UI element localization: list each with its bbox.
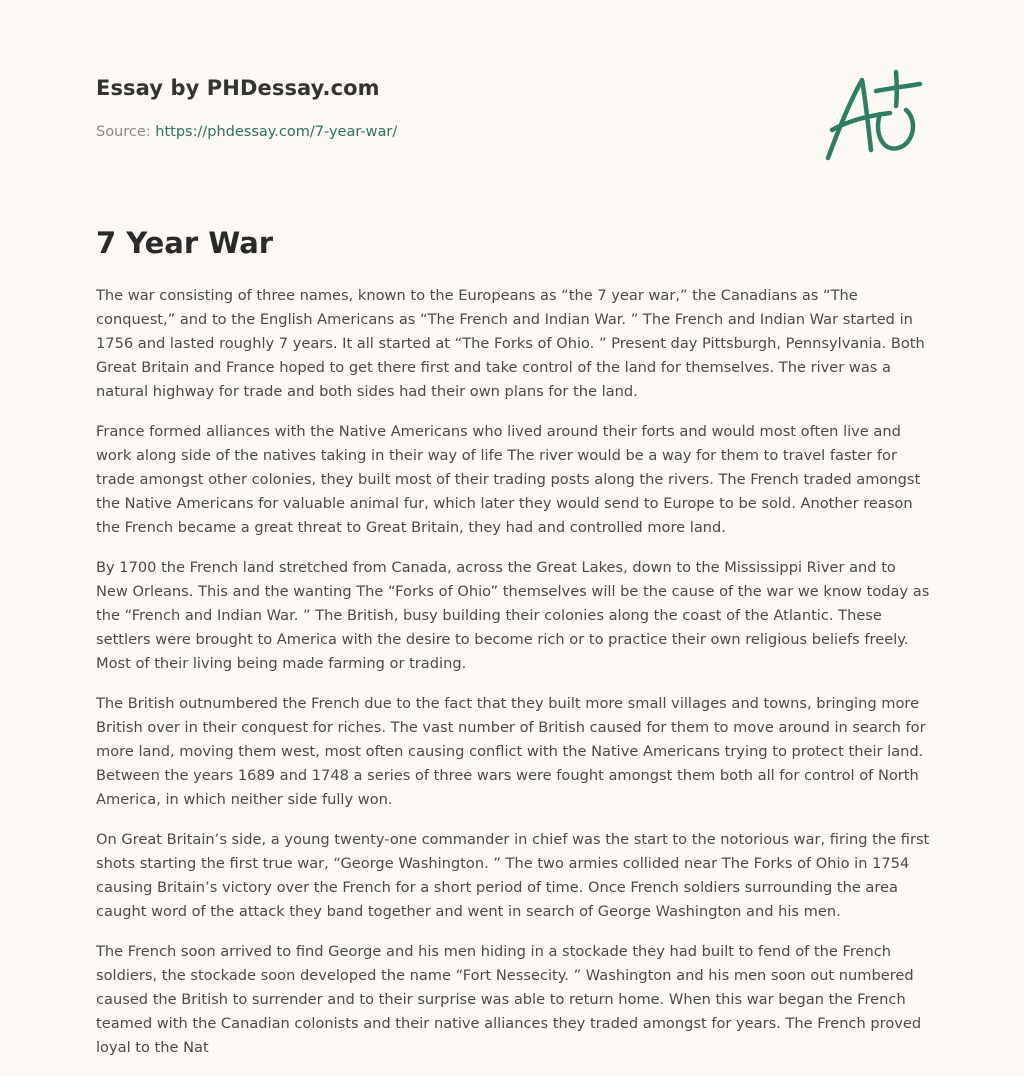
a-plus-logo-icon bbox=[818, 66, 930, 166]
essay-paragraph: By 1700 the French land stretched from Canada, across the Great Lakes, down to the Mississippi River and to New Orleans. This and the wanting The “Forks of Ohio” themselves will be the cause of the war we know today as the “French and Indian War. ” The British, busy building their colonies along the coast of the Atlantic. These settlers were brought to America with the desire to become rich or to practice their own religious beliefs freely. Most of their living being made farming or trading. bbox=[96, 559, 930, 672]
essay-paragraph: France formed alliances with the Native Americans who lived around their forts and would most often live and work along side of the natives taking in their way of life The river would be a way for them to travel faster for trade amongst other colonies, they built most of their trading posts along the rivers. The French traded amongst the Native Americans for valuable animal fur, which later they would send to Europe to be sold. Another reason the French became a great threat to Great Britain, they had and controlled more land. bbox=[96, 423, 921, 536]
essay-paragraph: The war consisting of three names, known to the Europeans as “the 7 year war,” the Canadians as “The conquest,” and to the English Americans as “The French and Indian War. ” The French and Indian War started in 1756 and lasted roughly 7 years. It all started at “The Forks of Ohio. ” Present day Pittsburgh, Pennsylvania. Both Great Britain and France hoped to get there first and take control of the land for themselves. The river was a natural highway for trade and both sides had their own plans for the land. bbox=[96, 287, 925, 400]
site-brand: Essay by PHDessay.com bbox=[96, 76, 380, 100]
source-label: Source: bbox=[96, 124, 156, 140]
essay-body bbox=[96, 284, 932, 1076]
essay-title: 7 Year War bbox=[96, 226, 274, 260]
source-line bbox=[96, 124, 397, 140]
source-link[interactable]: https://phdessay.com/7-year-war/ bbox=[155, 124, 398, 140]
essay-paragraph: On Great Britain’s side, a young twenty-one commander in chief was the start to the notorious war, firing the first shots starting the first true war, “George Washington. ” The two armies collided near The Forks of Ohio in 1754 causing Britain’s victory over the French for a short period of time. Once French soldiers surrounding the area caught word of the attack they band together and went in search of George Washington and his men. bbox=[96, 831, 930, 920]
essay-paragraph: The British outnumbered the French due to the fact that they built more small villages and towns, bringing more British over in their conquest for riches. The vast number of British caused for them to move around in search for more land, moving them west, most often causing conflict with the Native Americans trying to protect their land. Between the years 1689 and 1748 a series of three wars were fought amongst them both all for control of North America, in which neither side fully won. bbox=[96, 695, 926, 808]
essay-paragraph: The French soon arrived to find George and his men hiding in a stockade they had built to fend of the French soldiers, the stockade soon developed the name “Fort Nessecity. ” Washington and his men soon out numbered caused the British to surrender and to their surprise was able to return home. When this war began the French teamed with the Canadian colonists and their native alliances they traded amongst for years. The French proved loyal to the Nat bbox=[96, 943, 922, 1056]
